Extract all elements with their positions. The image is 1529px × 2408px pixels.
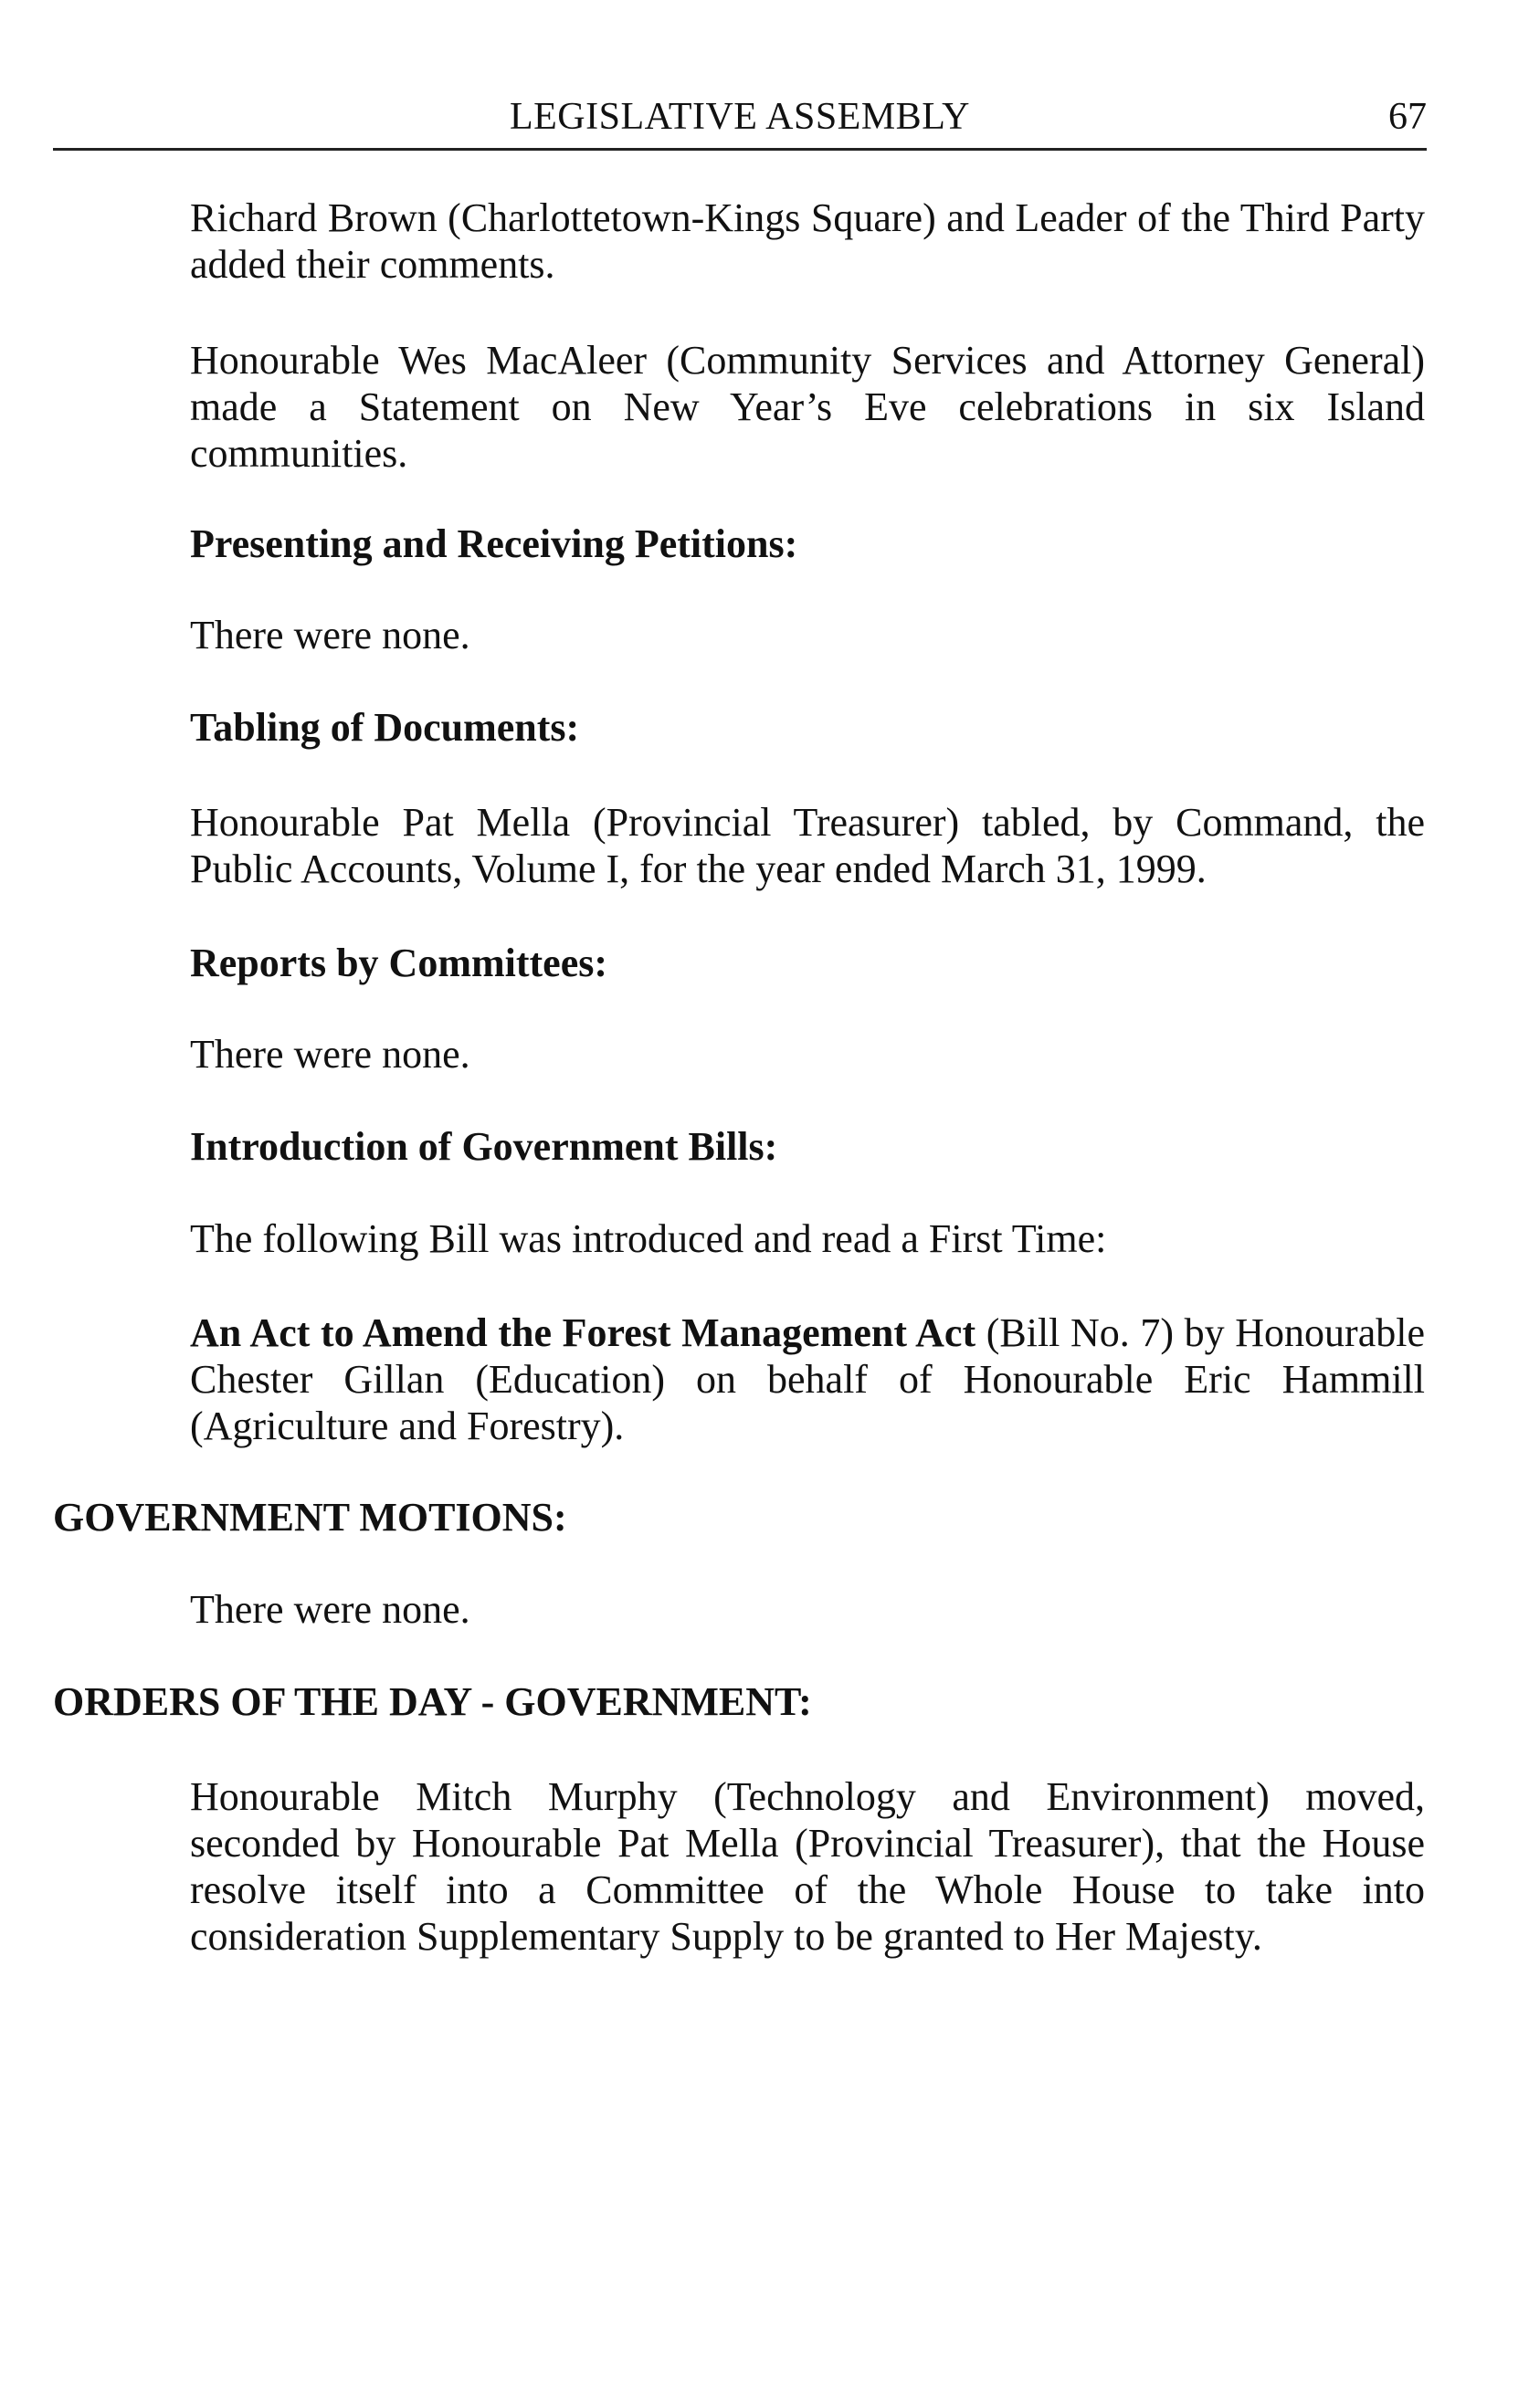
bill-paragraph <box>190 1309 1425 1449</box>
reports-text: There were none. <box>190 1032 470 1077</box>
heading-reports: Reports by Committees: <box>190 941 607 985</box>
petitions-text: There were none. <box>190 613 470 657</box>
orders-text: Honourable Mitch Murphy (Technology and Environment) moved, seconded by Honourable Pat Mella (Provincial Treasurer), that the House resolve itself into a Committee of the Whole House to take into consideration Supplementary Supply to be granted to Her Majesty. <box>190 1774 1425 1959</box>
page-number: 67 <box>1388 96 1427 138</box>
header-title: LEGISLATIVE ASSEMBLY <box>510 96 970 138</box>
heading-tabling: Tabling of Documents: <box>190 705 580 750</box>
bills-intro-text: The following Bill was introduced and read a First Time: <box>190 1216 1107 1261</box>
bill-details: (Bill No. 7) by Honourable Chester Gillan (Education) on behalf of Honourable Eric Hammill (Agriculture and Forestry). <box>190 1310 1425 1448</box>
paragraph-macaleer-statement: Honourable Wes MacAleer (Community Services and Attorney General) made a Statement on New Year’s Eve celebrations in six Island communities. <box>190 338 1425 476</box>
government-motions-text: There were none. <box>190 1587 470 1632</box>
heading-petitions: Presenting and Receiving Petitions: <box>190 521 798 566</box>
paragraph-brown-comments: Richard Brown (Charlottetown-Kings Square) and Leader of the Third Party added their comments. <box>190 195 1425 287</box>
bill-title: An Act to Amend the Forest Management Act <box>190 1310 976 1355</box>
page-header <box>53 91 1427 151</box>
heading-government-bills: Introduction of Government Bills: <box>190 1124 778 1169</box>
heading-government-motions: GOVERNMENT MOTIONS: <box>53 1495 567 1540</box>
tabling-text: Honourable Pat Mella (Provincial Treasurer) tabled, by Command, the Public Accounts, Volume I, for the year ended March 31, 1999. <box>190 800 1425 891</box>
heading-orders-of-the-day: ORDERS OF THE DAY - GOVERNMENT: <box>53 1679 812 1724</box>
